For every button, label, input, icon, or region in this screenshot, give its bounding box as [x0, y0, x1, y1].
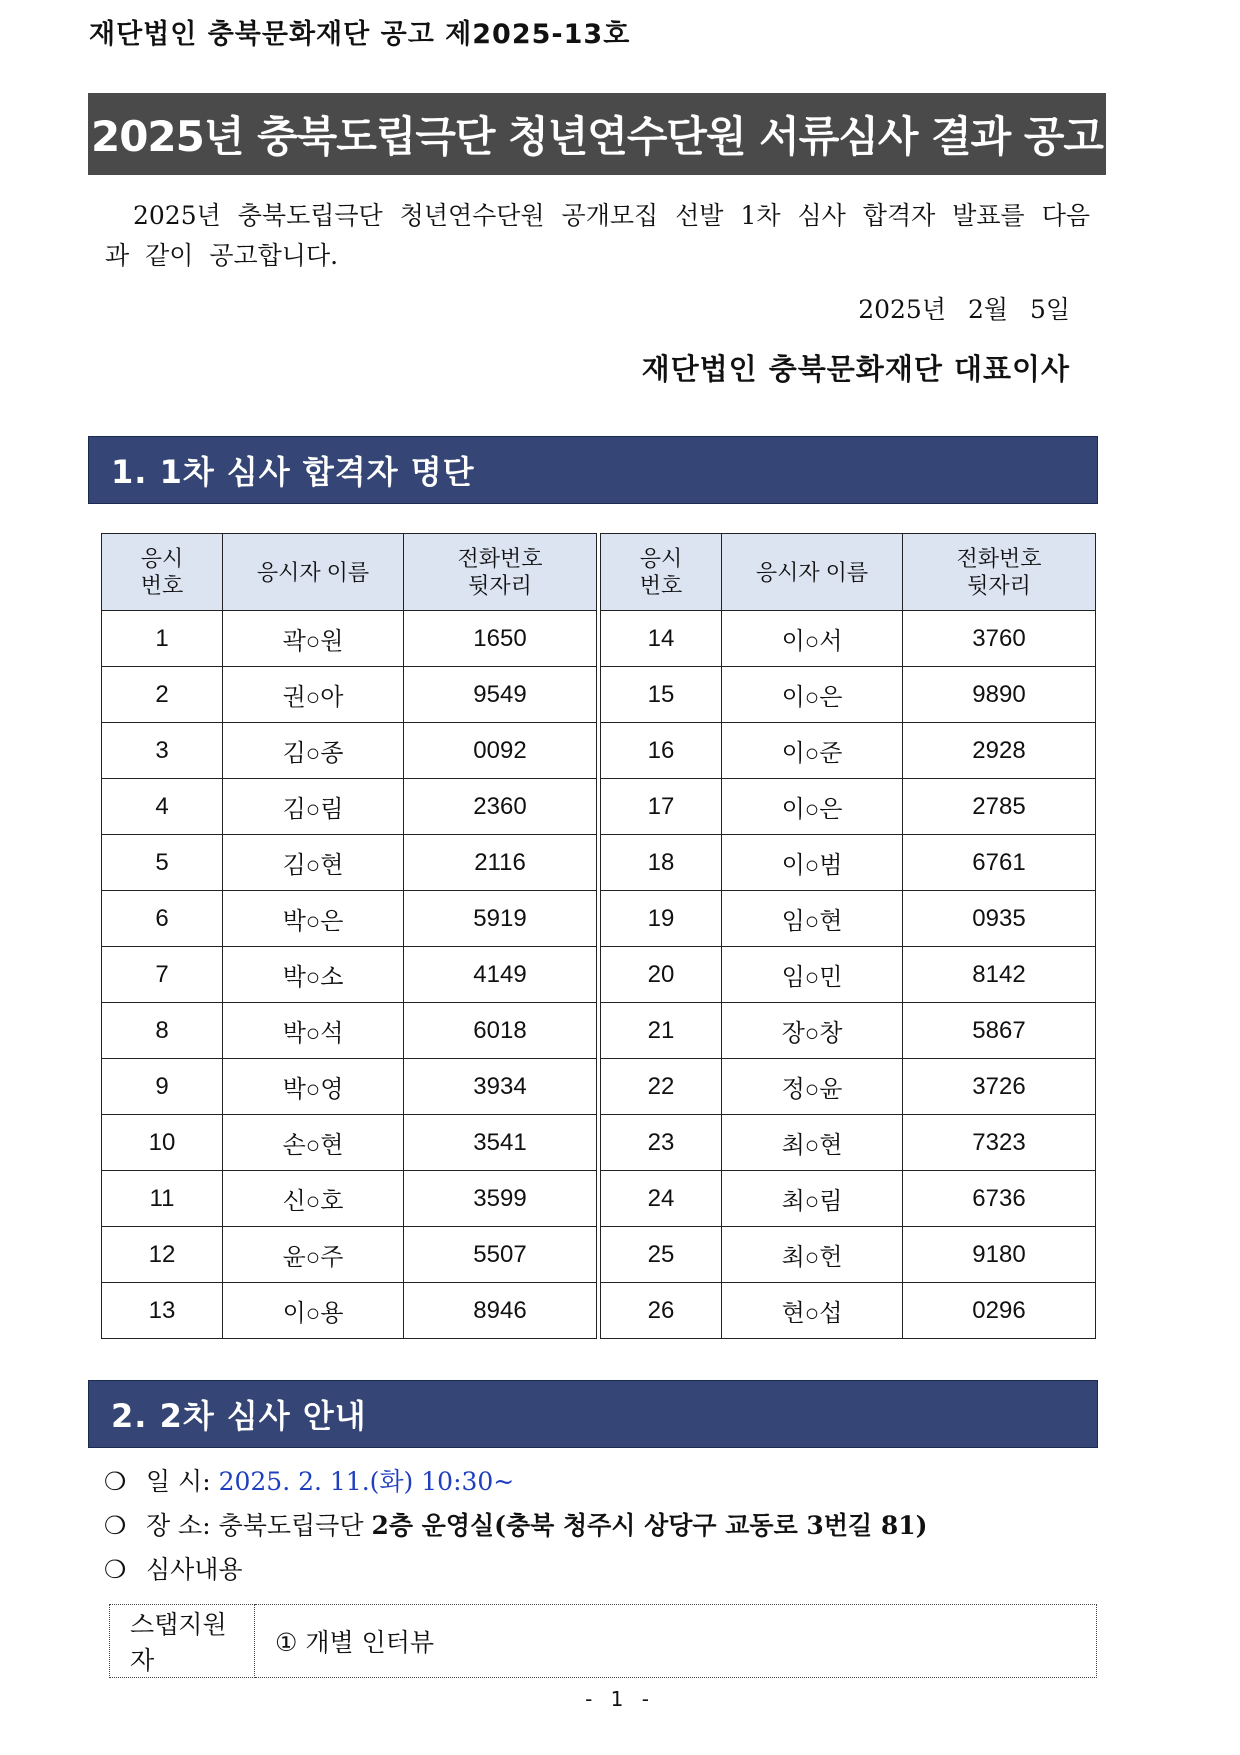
phone-digits-cell: 3934	[404, 1059, 597, 1115]
header-phone-digits	[404, 534, 597, 611]
phone-digits-cell: 0092	[404, 723, 597, 779]
applicant-number-cell: 16	[601, 723, 722, 779]
applicant-name-cell: 김○종	[223, 723, 404, 779]
applicant-name-cell: 장○창	[722, 1003, 903, 1059]
applicant-number-cell: 17	[601, 779, 722, 835]
table-row	[601, 779, 1096, 835]
table-row	[601, 1227, 1096, 1283]
phone-digits-cell: 2116	[404, 835, 597, 891]
table-row	[601, 835, 1096, 891]
place-prefix: 충북도립극단	[218, 1511, 364, 1540]
table-header-row	[601, 534, 1096, 611]
phone-digits-cell: 8946	[404, 1283, 597, 1339]
datetime-value: 2025. 2. 11.(화) 10:30~	[218, 1467, 515, 1496]
content-row	[110, 1605, 1097, 1678]
section-2-heading: 2. 2차 심사 안내	[88, 1380, 1098, 1448]
applicant-name-cell: 곽○원	[223, 611, 404, 667]
applicant-number-cell: 21	[601, 1003, 722, 1059]
applicant-number-cell: 18	[601, 835, 722, 891]
info-place	[104, 1504, 927, 1548]
phone-digits-cell: 3726	[903, 1059, 1096, 1115]
interview-content-table	[109, 1604, 1097, 1678]
phone-digits-cell: 6761	[903, 835, 1096, 891]
phone-digits-cell: 3541	[404, 1115, 597, 1171]
phone-digits-cell: 5867	[903, 1003, 1096, 1059]
header-phone-digits	[903, 534, 1096, 611]
header-phone-line2: 뒷자리	[468, 573, 532, 598]
place-value: 2층 운영실(충북 청주시 상당구 교동로 3번길 81)	[371, 1511, 928, 1540]
applicant-number-cell: 11	[102, 1171, 223, 1227]
phone-digits-cell: 7323	[903, 1115, 1096, 1171]
table-row	[102, 1115, 597, 1171]
applicant-number-cell: 24	[601, 1171, 722, 1227]
applicant-name-cell: 이○용	[223, 1283, 404, 1339]
header-phone-line1: 전화번호	[956, 546, 1042, 571]
applicant-name-cell: 김○림	[223, 779, 404, 835]
header-no-line1: 응시	[140, 546, 184, 571]
applicant-number-cell: 23	[601, 1115, 722, 1171]
intro-paragraph: 2025년 충북도립극단 청년연수단원 공개모집 선발 1차 심사 합격자 발표를 다음과 같이 공고합니다.	[105, 201, 1090, 270]
table-row	[102, 779, 597, 835]
table-row	[601, 1283, 1096, 1339]
page-title: 2025년 충북도립극단 청년연수단원 서류심사 결과 공고	[88, 93, 1106, 175]
applicant-name-cell: 이○준	[722, 723, 903, 779]
applicant-number-cell: 12	[102, 1227, 223, 1283]
phone-digits-cell: 2360	[404, 779, 597, 835]
header-phone-line2: 뒷자리	[967, 573, 1031, 598]
page-number: - 1 -	[585, 1687, 655, 1711]
header-no-line2: 번호	[140, 573, 184, 598]
section-1-heading: 1. 1차 심사 합격자 명단	[88, 436, 1098, 504]
table-row	[601, 947, 1096, 1003]
phone-digits-cell: 8142	[903, 947, 1096, 1003]
table-row	[102, 1283, 597, 1339]
header-no-line1: 응시	[639, 546, 683, 571]
applicant-number-cell: 13	[102, 1283, 223, 1339]
applicant-name-cell: 박○영	[223, 1059, 404, 1115]
phone-digits-cell: 9180	[903, 1227, 1096, 1283]
applicant-name-cell: 권○아	[223, 667, 404, 723]
applicant-name-cell: 현○섭	[722, 1283, 903, 1339]
table-row	[601, 1171, 1096, 1227]
table-row	[601, 611, 1096, 667]
table-row	[102, 1227, 597, 1283]
table-row	[601, 1115, 1096, 1171]
circle-bullet-icon: ❍	[104, 1467, 127, 1496]
header-phone-line1: 전화번호	[457, 546, 543, 571]
applicant-number-cell: 10	[102, 1115, 223, 1171]
phone-digits-cell: 3599	[404, 1171, 597, 1227]
applicant-number-cell: 20	[601, 947, 722, 1003]
notice-number: 재단법인 충북문화재단 공고 제2025-13호	[89, 19, 631, 50]
applicant-name-cell: 박○석	[223, 1003, 404, 1059]
applicant-name-cell: 최○림	[722, 1171, 903, 1227]
phone-digits-cell: 5919	[404, 891, 597, 947]
content-category: 스탭지원자	[110, 1605, 255, 1678]
table-row	[102, 835, 597, 891]
phone-digits-cell: 4149	[404, 947, 597, 1003]
table-row	[601, 723, 1096, 779]
table-row	[102, 723, 597, 779]
result-table-right	[600, 533, 1096, 1339]
info-content	[104, 1548, 927, 1592]
applicant-number-cell: 25	[601, 1227, 722, 1283]
content-label: 심사내용	[145, 1555, 243, 1584]
table-row	[102, 1003, 597, 1059]
applicant-number-cell: 4	[102, 779, 223, 835]
applicant-name-cell: 이○은	[722, 667, 903, 723]
issuer-name: 재단법인 충북문화재단 대표이사	[641, 352, 1070, 386]
applicant-name-cell: 이○은	[722, 779, 903, 835]
announcement-date: 2025년 2월 5일	[858, 295, 1070, 324]
phone-digits-cell: 1650	[404, 611, 597, 667]
applicant-name-cell: 신○호	[223, 1171, 404, 1227]
circle-bullet-icon: ❍	[104, 1511, 127, 1540]
header-applicant-number	[102, 534, 223, 611]
header-applicant-number	[601, 534, 722, 611]
applicant-name-cell: 임○현	[722, 891, 903, 947]
phone-digits-cell: 2785	[903, 779, 1096, 835]
table-row	[601, 1003, 1096, 1059]
content-detail: ① 개별 인터뷰	[255, 1605, 1097, 1678]
applicant-name-cell: 박○은	[223, 891, 404, 947]
phone-digits-cell: 6736	[903, 1171, 1096, 1227]
header-no-line2: 번호	[639, 573, 683, 598]
applicant-name-cell: 손○현	[223, 1115, 404, 1171]
applicant-number-cell: 15	[601, 667, 722, 723]
applicant-number-cell: 3	[102, 723, 223, 779]
place-label: 장 소:	[145, 1511, 211, 1540]
applicant-number-cell: 14	[601, 611, 722, 667]
phone-digits-cell: 0935	[903, 891, 1096, 947]
applicant-name-cell: 김○현	[223, 835, 404, 891]
applicant-number-cell: 2	[102, 667, 223, 723]
applicant-name-cell: 이○서	[722, 611, 903, 667]
applicant-name-cell: 박○소	[223, 947, 404, 1003]
applicant-number-cell: 19	[601, 891, 722, 947]
applicant-name-cell: 정○윤	[722, 1059, 903, 1115]
phone-digits-cell: 6018	[404, 1003, 597, 1059]
datetime-label: 일 시:	[145, 1467, 211, 1496]
table-row	[601, 667, 1096, 723]
header-applicant-name: 응시자 이름	[722, 534, 903, 611]
applicant-number-cell: 22	[601, 1059, 722, 1115]
interview-info-list	[104, 1460, 927, 1592]
applicant-name-cell: 윤○주	[223, 1227, 404, 1283]
applicant-number-cell: 7	[102, 947, 223, 1003]
phone-digits-cell: 0296	[903, 1283, 1096, 1339]
applicant-number-cell: 8	[102, 1003, 223, 1059]
applicant-name-cell: 이○범	[722, 835, 903, 891]
table-row	[102, 947, 597, 1003]
table-row	[601, 1059, 1096, 1115]
table-row	[601, 891, 1096, 947]
header-applicant-name: 응시자 이름	[223, 534, 404, 611]
phone-digits-cell: 3760	[903, 611, 1096, 667]
applicant-number-cell: 9	[102, 1059, 223, 1115]
applicant-number-cell: 26	[601, 1283, 722, 1339]
applicant-number-cell: 1	[102, 611, 223, 667]
applicant-name-cell: 최○현	[722, 1115, 903, 1171]
table-row	[102, 1171, 597, 1227]
table-row	[102, 1059, 597, 1115]
table-header-row	[102, 534, 597, 611]
applicant-number-cell: 5	[102, 835, 223, 891]
phone-digits-cell: 2928	[903, 723, 1096, 779]
table-row	[102, 611, 597, 667]
phone-digits-cell: 9549	[404, 667, 597, 723]
applicant-number-cell: 6	[102, 891, 223, 947]
info-datetime	[104, 1460, 927, 1504]
applicant-name-cell: 임○민	[722, 947, 903, 1003]
phone-digits-cell: 5507	[404, 1227, 597, 1283]
applicant-name-cell: 최○헌	[722, 1227, 903, 1283]
table-row	[102, 891, 597, 947]
result-table-left	[101, 533, 597, 1339]
circle-bullet-icon: ❍	[104, 1555, 127, 1584]
table-row	[102, 667, 597, 723]
phone-digits-cell: 9890	[903, 667, 1096, 723]
